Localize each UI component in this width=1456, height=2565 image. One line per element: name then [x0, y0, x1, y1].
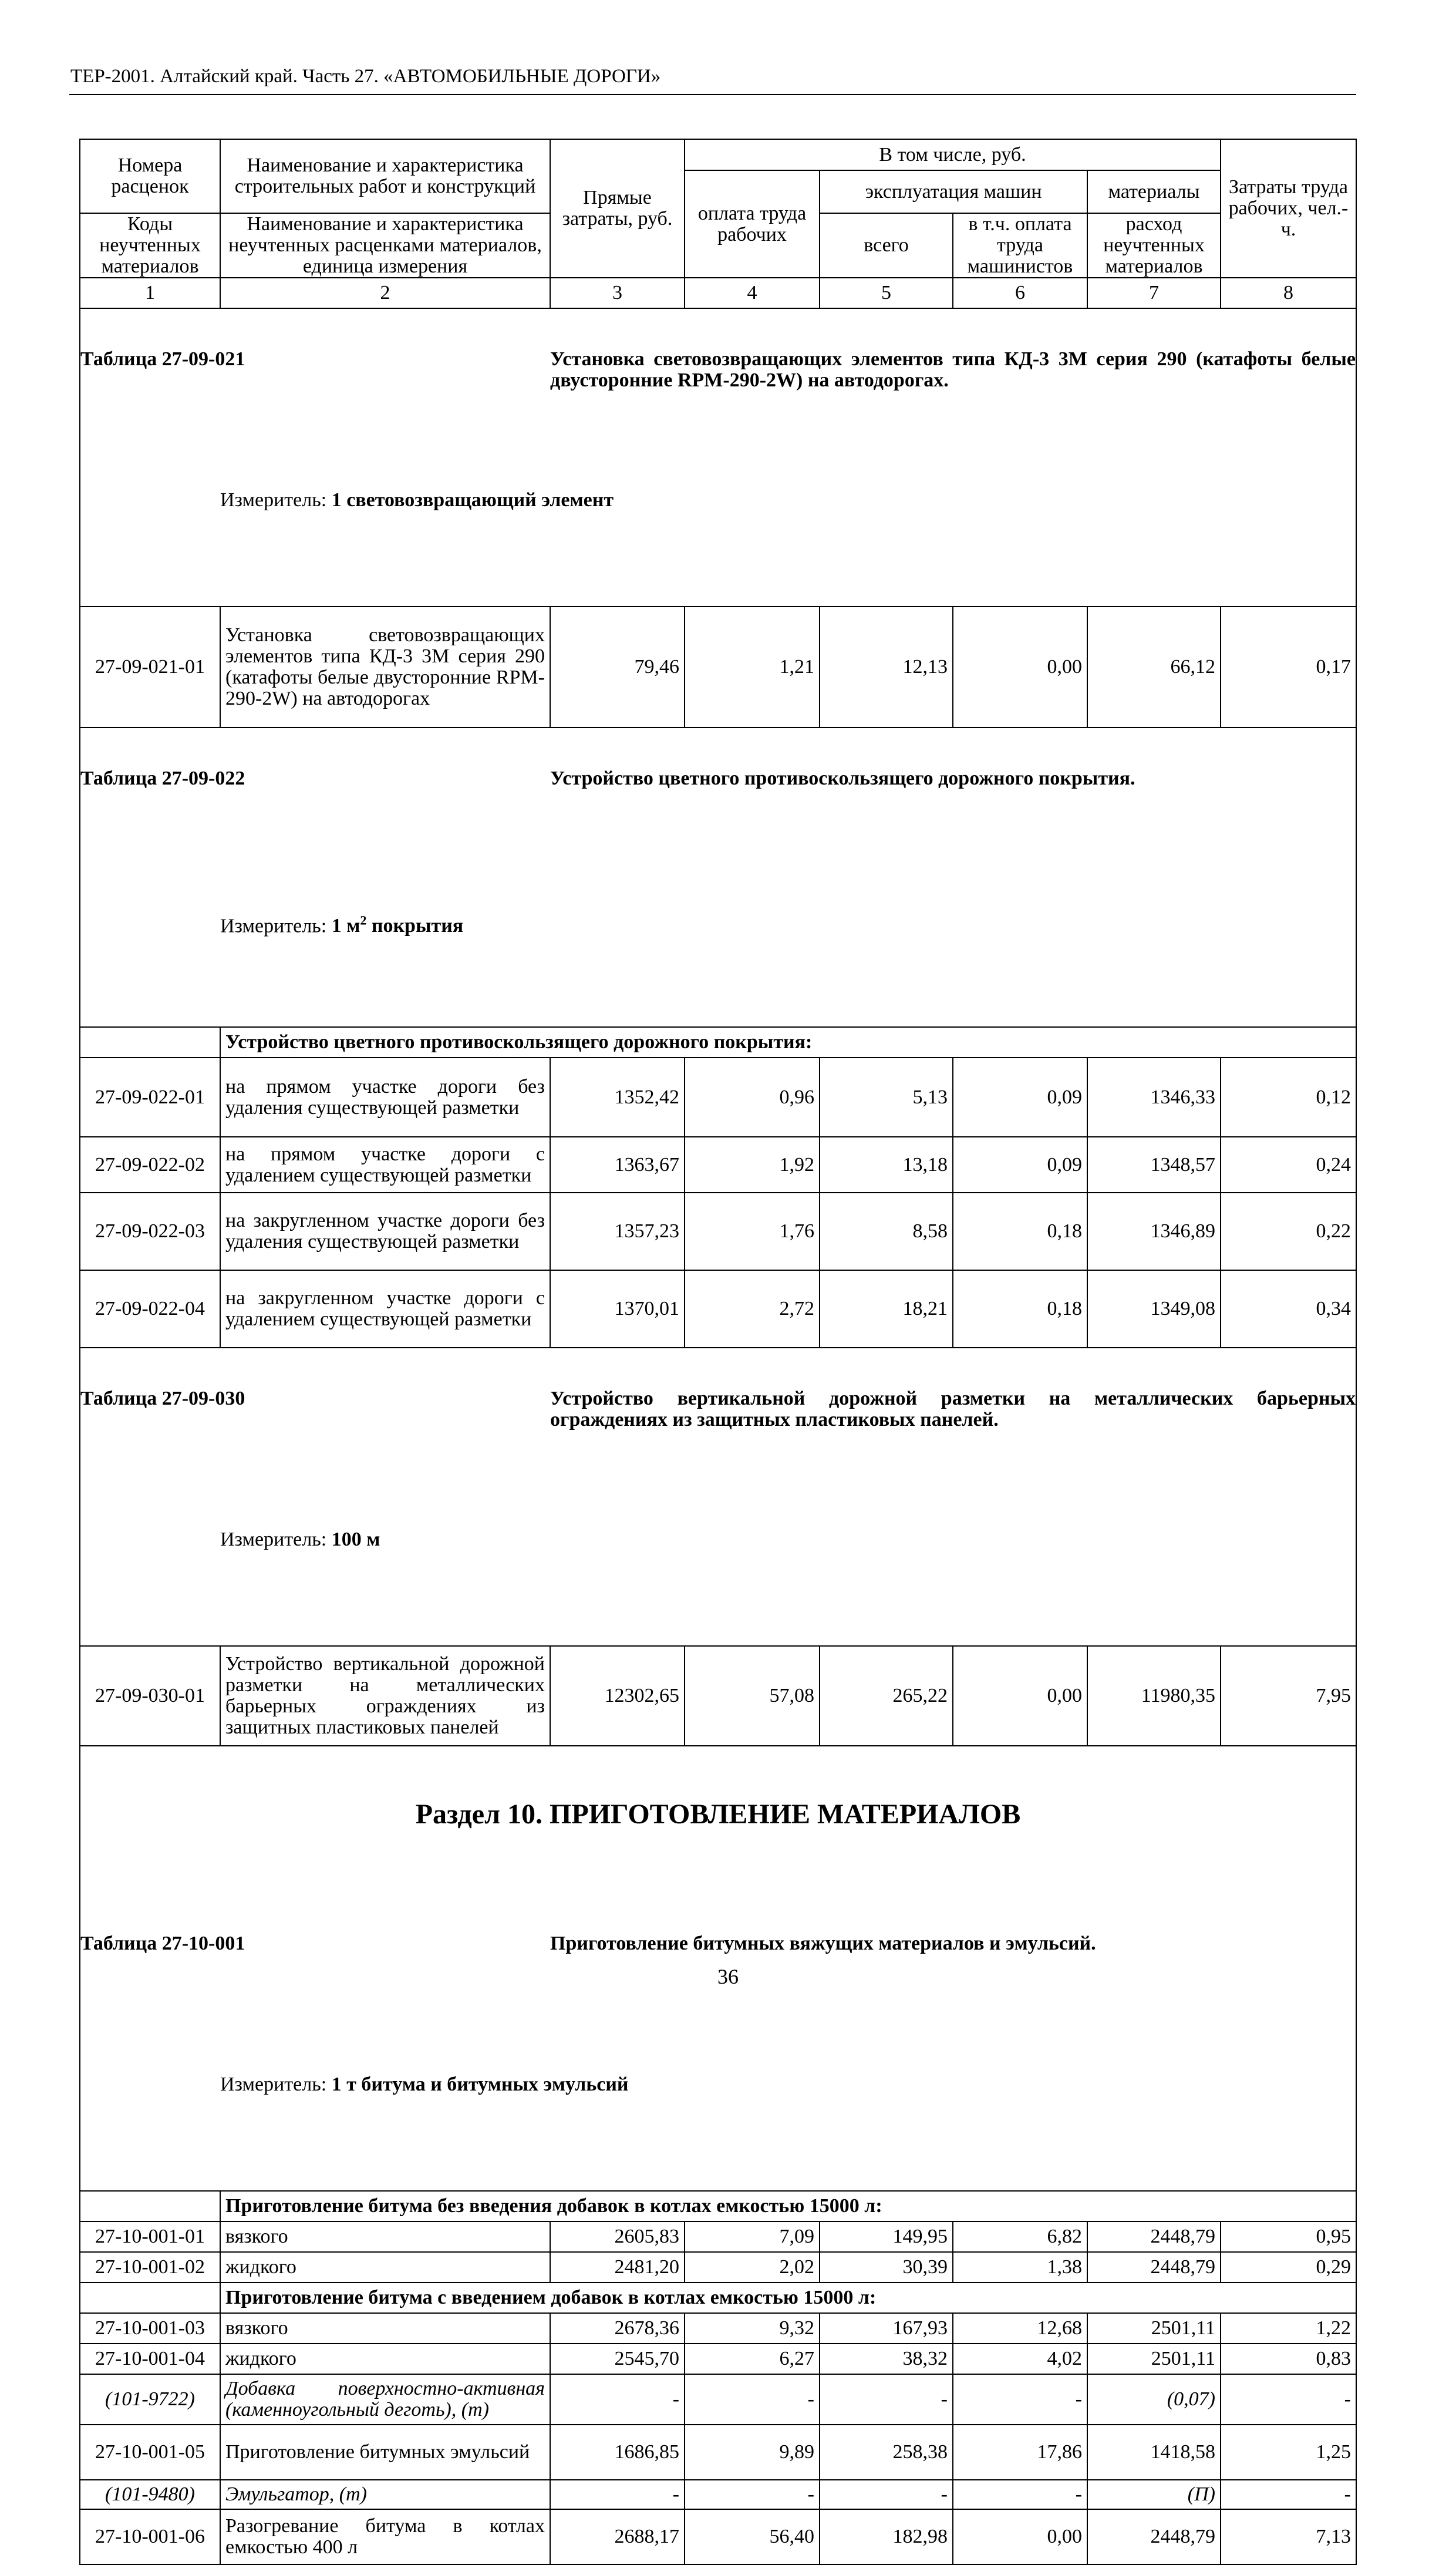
table-row: 27-09-022-01 на прямом участке дороги без удаления существующей разметки 1352,42 0,96 5,13 0,09 1346,33 0,12: [80, 1058, 1356, 1137]
header-material-use: расход неучтенных материалов: [1087, 213, 1221, 278]
header-machines: эксплуатация машин: [820, 170, 1087, 213]
table-heading-27-09-022: [80, 728, 1356, 1027]
table-row: 27-09-030-01 Устройство вертикальной дорожной разметки на металлических барьерных ограждениях из защитных пластиковых панелей 12302,65 57,08 265,22 0,00 11980,35 7,95: [80, 1646, 1356, 1746]
header-labor-costs: Затраты труда рабочих, чел.-ч.: [1221, 139, 1356, 278]
section-title: Раздел 10. ПРИГОТОВЛЕНИЕ МАТЕРИАЛОВ: [415, 1799, 1021, 1830]
table-row: 27-10-001-02 жидкого 2481,20 2,02 30,39 1,38 2448,79 0,29: [80, 2252, 1356, 2283]
header-material-codes: Коды неучтенных материалов: [80, 213, 220, 278]
table-row: 27-09-022-03 на закругленном участке дороги без удаления существующей разметки 1357,23 1,76 8,58 0,18 1346,89 0,22: [80, 1193, 1356, 1270]
table-title: Устройство вертикальной дорожной разметки на металлических барьерных ограждениях из защитных пластиковых панелей.: [550, 1388, 1356, 1430]
header-machines-total: всего: [820, 213, 953, 278]
price-table: [79, 139, 1357, 2565]
measure-unit: Измеритель: 1 т битума и битумных эмульсий: [220, 2073, 629, 2095]
table-name: Таблица 27-10-001: [80, 1933, 245, 1954]
table-row: 27-10-001-05 Приготовление битумных эмульсий 1686,85 9,89 258,38 17,86 1418,58 1,25: [80, 2425, 1356, 2480]
table-row: 27-09-022-04 на закругленном участке дороги с удалением существующей разметки 1370,01 2,72 18,21 0,18 1349,08 0,34: [80, 1270, 1356, 1348]
table-title: Установка световозвращающих элементов типа КД-3 3М серия 290 (катафоты белые двусторонние RPM-290-2W) на автодорогах.: [550, 348, 1356, 391]
header-worker-pay: оплата труда рабочих: [685, 170, 820, 278]
table-name: Таблица 27-09-030: [80, 1388, 245, 1409]
material-row: (101-9722) Добавка поверхностно-активная (каменноугольный деготь), (т) - - - - (0,07) -: [80, 2374, 1356, 2425]
header-including: В том числе, руб.: [685, 139, 1221, 170]
subheader-row: Устройство цветного противоскользящего дорожного покрытия:: [80, 1027, 1356, 1058]
header-work-name: Наименование и характеристика строительных работ и конструкций: [220, 139, 550, 213]
table-title: Устройство цветного противоскользящего дорожного покрытия.: [550, 768, 1135, 789]
header-materials: материалы: [1087, 170, 1221, 213]
measure-unit: Измеритель: 1 световозвращающий элемент: [220, 489, 614, 511]
table-title: Приготовление битумных вяжущих материалов и эмульсий.: [550, 1933, 1096, 1954]
header-material-names: Наименование и характеристика неучтенных расценками материалов, единица измерения: [220, 213, 550, 278]
table-row: 27-09-022-02 на прямом участке дороги с удалением существующей разметки 1363,67 1,92 13,18 0,09 1348,57 0,24: [80, 1137, 1356, 1193]
table-row: 27-10-001-01 вязкого 2605,83 7,09 149,95 6,82 2448,79 0,95: [80, 2221, 1356, 2252]
table-row: 27-09-021-01 Установка световозвращающих элементов типа КД-3 3М серия 290 (катафоты белые двусторонние RPM-290-2W) на автодорогах 79,46 1,21 12,13 0,00 66,12 0,17: [80, 607, 1356, 728]
table-heading-27-09-021: [80, 308, 1356, 607]
subheader-row: Приготовление битума без введения добавок в котлах емкостью 15000 л:: [80, 2191, 1356, 2221]
table-row: 27-10-001-03 вязкого 2678,36 9,32 167,93 12,68 2501,11 1,22: [80, 2313, 1356, 2344]
measure-unit: Измеритель: 1 $м^2$ покрытия: [220, 913, 464, 937]
column-numbers-row: 1 2 3 4 5 6 7 8: [80, 278, 1356, 308]
table-row: 27-10-001-04 жидкого 2545,70 6,27 38,32 4,02 2501,11 0,83: [80, 2344, 1356, 2374]
table-row: 27-10-001-06 Разогревание битума в котлах емкостью 400 л 2688,17 56,40 182,98 0,00 2448,79 7,13: [80, 2509, 1356, 2564]
header-machinist-pay: в т.ч. оплата труда машинистов: [953, 213, 1087, 278]
subheader-row: Приготовление битума с введением добавок в котлах емкостью 15000 л:: [80, 2283, 1356, 2313]
running-head: ТЕР-2001. Алтайский край. Часть 27. «АВТОМОБИЛЬНЫЕ ДОРОГИ»: [70, 66, 661, 87]
header-direct-costs: Прямые затраты, руб.: [550, 139, 685, 278]
page-number: 36: [717, 1965, 739, 1988]
table-name: Таблица 27-09-022: [80, 768, 245, 789]
table-heading-27-09-030: [80, 1348, 1356, 1646]
measure-unit: Измеритель: 100 м: [220, 1529, 380, 1550]
header-rule: [69, 94, 1356, 95]
table-name: Таблица 27-09-021: [80, 348, 245, 370]
material-row: (101-9480) Эмульгатор, (т) - - - - (П) -: [80, 2480, 1356, 2509]
header-rate-number: Номера расценок: [80, 139, 220, 213]
